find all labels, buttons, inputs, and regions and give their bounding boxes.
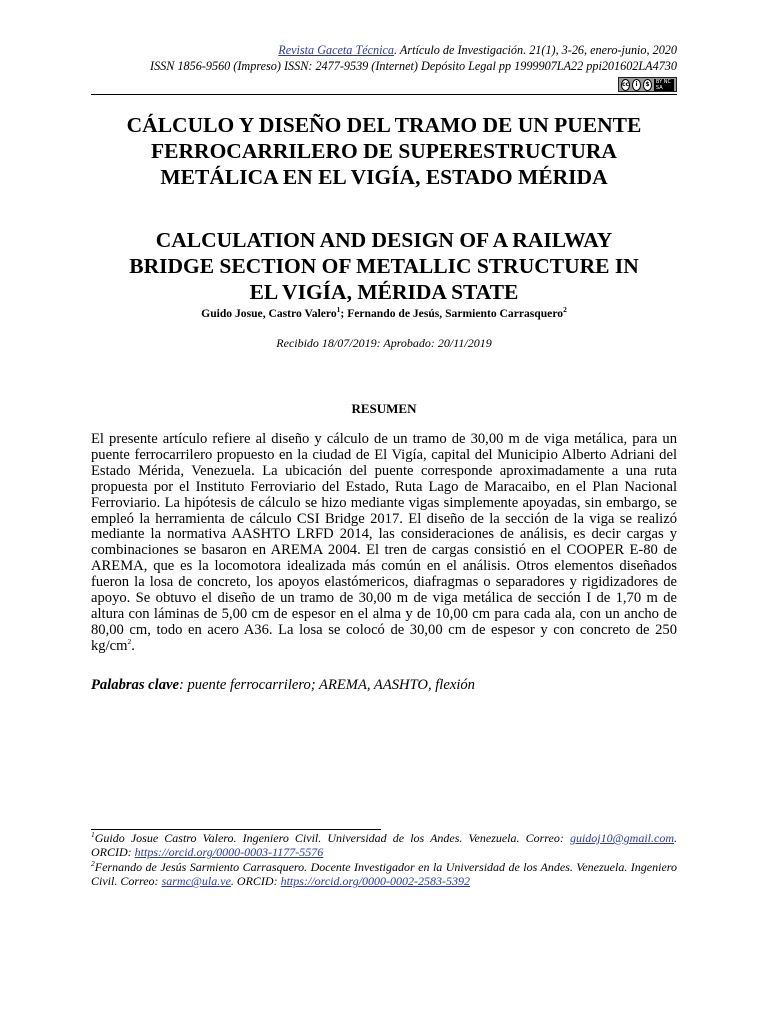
author-2: Fernando de Jesús, Sarmiento Carrasquero — [347, 307, 564, 320]
footnote-1-orcid-link[interactable]: https://orcid.org/0000-0003-1177-5576 — [134, 845, 324, 860]
footnotes — [91, 831, 677, 889]
author-1-footnote-mark: 1 — [336, 305, 341, 315]
title-es-line: METÁLICA EN EL VIGÍA, ESTADO MÉRIDA — [160, 165, 608, 189]
title-es-line: CÁLCULO Y DISEÑO DEL TRAMO DE UN PUENTE — [126, 113, 642, 137]
footnote-2 — [91, 860, 677, 889]
footnote-2-text: Fernando de Jesús Sarmiento Carrasquero. Docente Investigador en la Universidad de los Andes. Venezuela. Ingeniero Civil. Correo: — [91, 859, 677, 889]
footnote-2-orcid-label: . ORCID: — [230, 874, 281, 889]
abstract-exponent: 2 — [127, 636, 132, 646]
received-approved-dates: Recibido 18/07/2019: Aprobado: 20/11/2019 — [276, 336, 492, 350]
footnote-1 — [91, 831, 677, 860]
abstract-heading: RESUMEN — [351, 401, 417, 416]
license-badge-label: BY NC SA — [654, 79, 674, 91]
header-line-1-text: . Artículo de Investigación. 21(1), 3-26, enero-junio, 2020 — [394, 43, 677, 57]
journal-link[interactable]: Revista Gaceta Técnica — [278, 43, 395, 57]
keywords — [91, 677, 677, 694]
title-en-line: CALCULATION AND DESIGN OF A RAILWAY — [155, 228, 613, 252]
journal-header — [150, 42, 677, 74]
author-1: Guido Josue, Castro Valero — [201, 307, 337, 320]
footnote-2-email-link[interactable]: sarmc@ula.ve — [161, 874, 231, 889]
title-spanish — [91, 112, 677, 190]
footnote-2-mark: 2 — [91, 858, 95, 868]
footnote-1-email-link[interactable]: guidoj10@gmail.com — [569, 831, 674, 845]
author-list — [91, 307, 677, 320]
header-line-2: ISSN 1856-9560 (Impreso) ISSN: 2477-9539 (Internet) Depósito Legal pp 1999907LA22 ppi201602LA4730 — [150, 59, 677, 73]
title-en-line: BRIDGE SECTION OF METALLIC STRUCTURE IN — [129, 254, 639, 278]
by-icon: i — [632, 79, 641, 91]
abstract-text: El presente artículo refiere al diseño y cálculo de un tramo de 30,00 m de viga metálica, para un puente ferrocarrilero propuesto en la ciudad de El Vigía, capital del Municipio Alberto Adriani del Estado Mérida, Venezuela. La ubicación del puente corresponde aproximadamente a una ruta propuesta por el Instituto Ferroviario del Estado, Ruta Lago de Maracaibo, en el Plan Nacional Ferroviario. La hipótesis de cálculo se hizo mediante vigas simplemente apoyadas, sin embargo, se empleó la herramienta de cálculo CSI Bridge 2017. El diseño de la sección de la viga se realizó mediante la normativa AASHTO LRFD 2014, las consideraciones de análisis, es decir cargas y combinaciones se basaron en AREMA 2004. El tren de cargas consistió en el COOPER E-80 de AREMA, que es la locomotora idealizada más común en el análisis. Otros elementos diseñados fueron la losa de concreto, los apoyos elastómericos, diafragmas o separadores y rigidizadores de apoyo. Se obtuvo el diseño de un tramo de 30,00 m de viga metálica de sección I de 1,70 m de altura con láminas de 5,00 cm de espesor en el alma y de 10,00 cm para cada ala, con un ancho de 80,00 cm, todo en acero A36. La losa se colocó de 30,00 cm de espesor y con concreto de 250 kg/cm — [91, 431, 677, 654]
title-en-line: EL VIGÍA, MÉRIDA STATE — [249, 280, 519, 304]
title-es-line: FERROCARRILERO DE SUPERESTRUCTURA — [151, 139, 617, 163]
abstract-end: . — [131, 637, 135, 654]
footnote-1-orcid-label: . ORCID: — [91, 831, 677, 860]
creative-commons-license-icon[interactable] — [618, 77, 677, 92]
footnote-rule — [91, 829, 381, 830]
cc-icon: cc — [621, 79, 630, 91]
footnote-1-text: Guido Josue Castro Valero. Ingeniero Civil. Universidad de los Andes. Venezuela. Correo: — [94, 831, 570, 845]
keywords-label: Palabras clave — [91, 677, 179, 693]
author-separator: ; — [340, 307, 348, 320]
abstract-body — [91, 432, 677, 655]
author-2-footnote-mark: 2 — [563, 305, 567, 315]
nc-icon: $ — [643, 79, 652, 91]
footnote-2-orcid-link[interactable]: https://orcid.org/0000-0002-2583-5392 — [280, 874, 471, 889]
header-rule — [91, 94, 677, 95]
keywords-text: : puente ferrocarrilero; AREMA, AASHTO, flexión — [178, 677, 475, 693]
title-english — [91, 227, 677, 305]
header-line-1 — [150, 42, 677, 58]
footnote-1-mark: 1 — [91, 830, 95, 839]
